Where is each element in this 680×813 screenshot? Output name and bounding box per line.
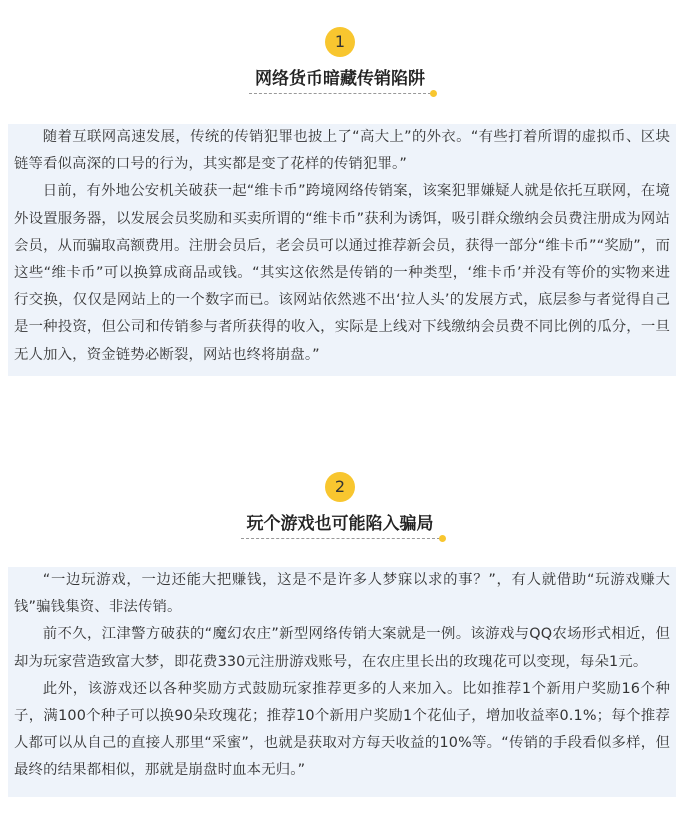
section-2-number-badge <box>325 472 355 502</box>
section-2-heading <box>0 509 680 539</box>
section-1-heading <box>0 64 680 94</box>
section-2-content-box <box>8 567 676 797</box>
section-2-number: 2 <box>334 477 346 496</box>
section-1-number-badge <box>325 27 355 57</box>
paragraph: 随着互联网高速发展，传统的传销犯罪也披上了“高大上”的外衣。“有些打着所谓的虚拟币、区块链等看似高深的口号的行为，其实都是变了花样的传销犯罪。” <box>14 129 670 173</box>
section-1-title: 网络货币暗藏传销陷阱 <box>255 69 425 89</box>
paragraph: 前不久，江津警方破获的“魔幻农庄”新型网络传销大案就是一例。该游戏与QQ农场形式相近，但却为玩家营造致富大梦，即花费330元注册游戏账号，在农庄里长出的玫瑰花可以变现，每朵1元。 <box>14 626 670 670</box>
section-1-content-box <box>8 124 676 376</box>
section-2-title: 玩个游戏也可能陷入骗局 <box>246 514 434 534</box>
section-1-number: 1 <box>334 32 346 51</box>
heading-dot-icon <box>430 90 437 97</box>
heading-dot-icon <box>439 535 446 542</box>
paragraph: 此外，该游戏还以各种奖励方式鼓励玩家推荐更多的人来加入。比如推荐1个新用户奖励16个种子，满100个种子可以换90朵玫瑰花；推荐10个新用户奖励1个花仙子，增加收益率0.1%；每个推荐人都可以从自己的直接人那里“采蜜”，也就是获取对方每天收益的10%等。“传销的手段看似多样，但最终的结果都相似，那就是崩盘时血本无归。” <box>14 680 670 779</box>
paragraph: 日前，有外地公安机关破获一起“维卡币”跨境网络传销案，该案犯罪嫌疑人就是依托互联网，在境外设置服务器，以发展会员奖励和买卖所谓的“维卡币”获利为诱饵，吸引群众缴纳会员费注册成为网站会员，从而骗取高额费用。注册会员后，老会员可以通过推荐新会员，获得一部分“维卡币”“奖励”，而这些“维卡币”可以换算成商品或钱。“其实这依然是传销的一种类型，‘维卡币’并没有等价的实物来进行交换，仅仅是网站上的一个数字而已。该网站依然逃不出‘拉人头’的发展方式，底层参与者觉得自己是一种投资，但公司和传销参与者所获得的收入，实际是上线对下线缴纳会员费不同比例的瓜分，一旦无人加入，资金链势必断裂，网站也终将崩盘。” <box>14 183 670 363</box>
paragraph: “一边玩游戏，一边还能大把赚钱，这是不是许多人梦寐以求的事？”，有人就借助“玩游戏赚大钱”骗钱集资、非法传销。 <box>14 572 670 616</box>
